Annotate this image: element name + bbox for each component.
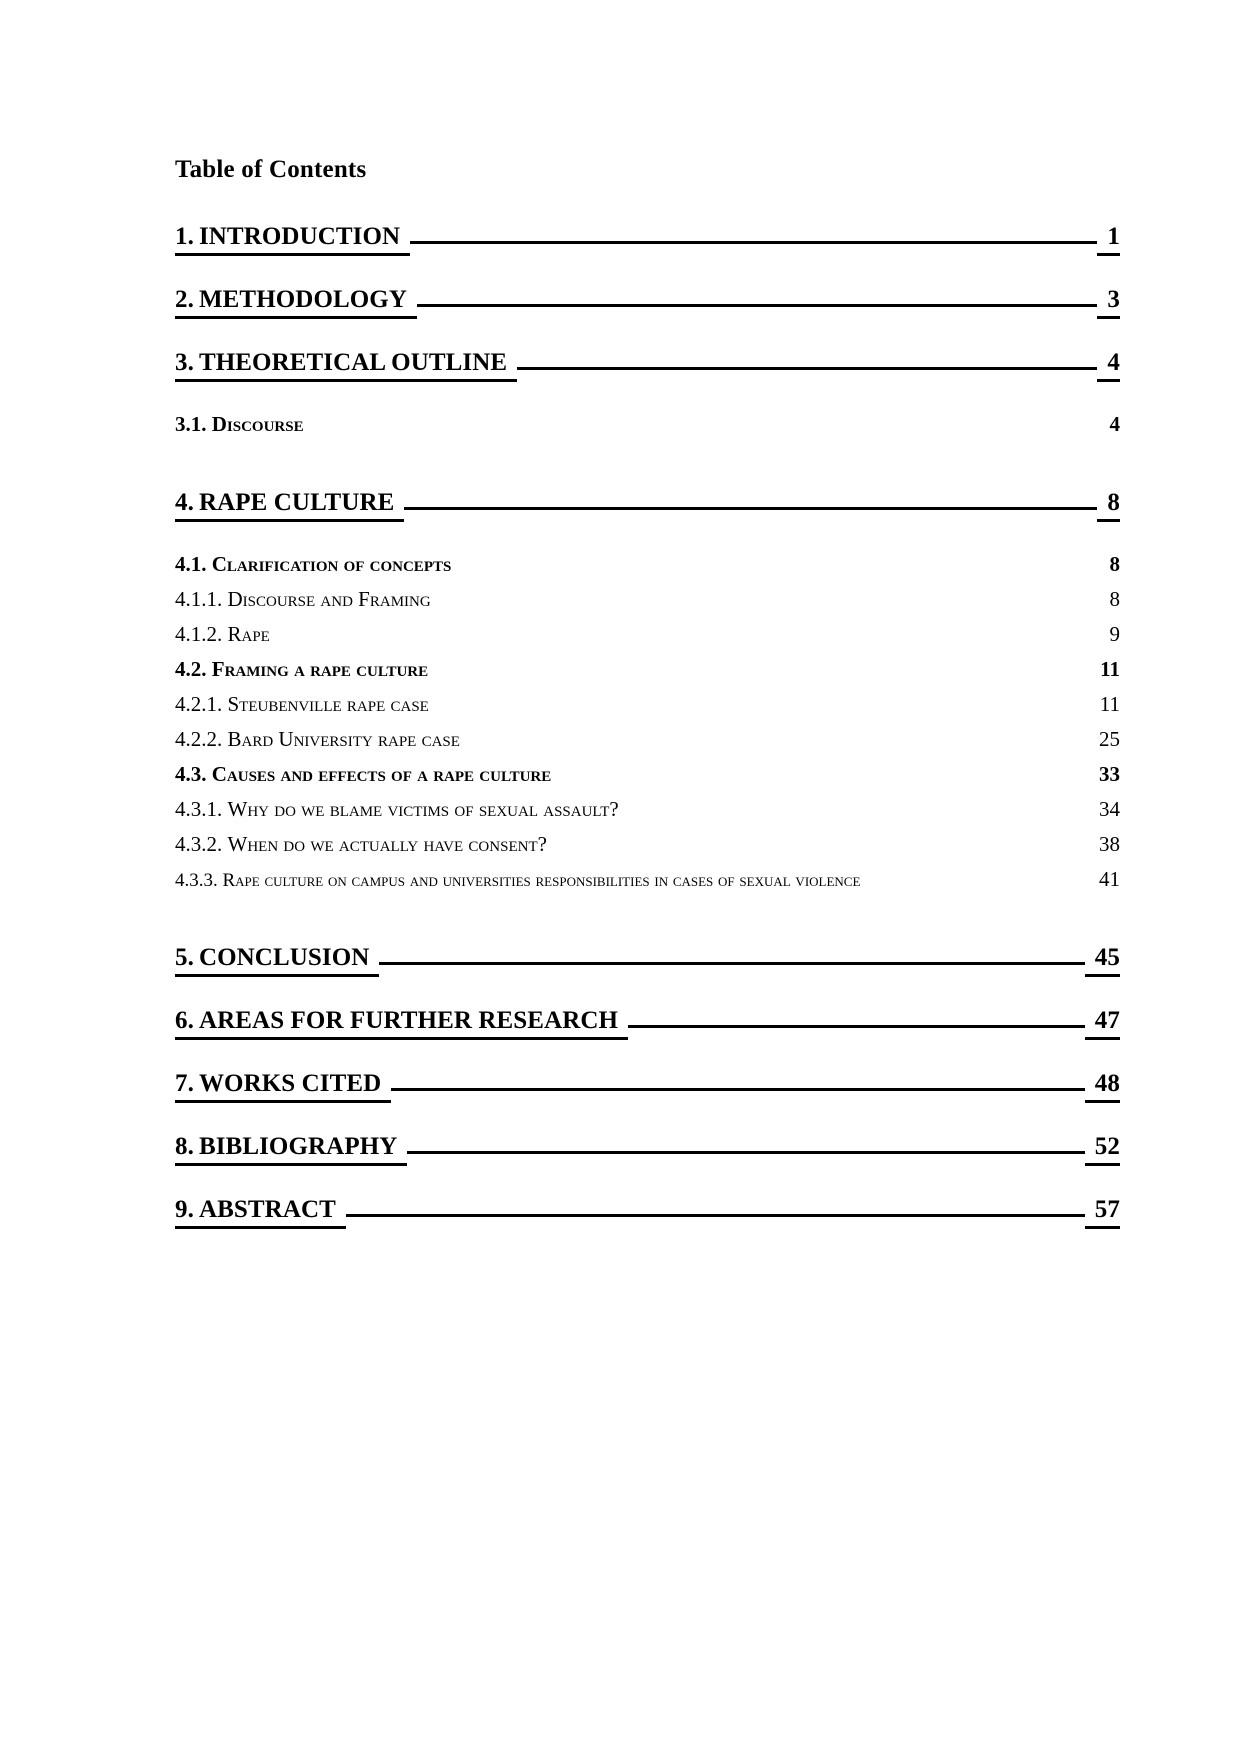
toc-entry-page: 4 (1109, 412, 1120, 436)
toc-entry-page: 41 (1099, 867, 1120, 891)
toc-entry-text: Discourse (211, 412, 304, 436)
toc-entry-text: Bard University rape case (227, 727, 460, 751)
toc-entry-text: Rape (227, 622, 270, 646)
toc-entry-page: 1 (1097, 223, 1120, 256)
toc-entry-text: Rape culture on campus and universities responsibilities in cases of sexual violence (222, 870, 861, 891)
toc-leader (379, 960, 1084, 965)
toc-entry-number: 4.1.1. (175, 587, 223, 611)
toc-entry-page: 9 (1109, 622, 1120, 646)
toc-entry-why-do-we-blame-victims[interactable] (175, 797, 1120, 822)
toc-entry-number: 4.1. (175, 552, 207, 576)
toc-entry-number: 9. (175, 1196, 194, 1223)
toc-entry-causes-and-effects[interactable] (175, 762, 1120, 787)
toc-entry-page: 8 (1109, 552, 1120, 576)
toc-entry-number: 8. (175, 1133, 194, 1160)
toc-entry-number: 3.1. (175, 412, 207, 436)
toc-entry-clarification-of-concepts[interactable] (175, 552, 1120, 577)
toc-entry-page: 48 (1085, 1070, 1120, 1103)
toc-leader (628, 1023, 1085, 1028)
toc-entry-number: 4.3. (175, 762, 207, 786)
toc-entry-page: 3 (1097, 286, 1120, 319)
toc-entry-text: Causes and effects of a rape culture (211, 762, 552, 786)
toc-leader (410, 239, 1097, 244)
toc-entry-text: AREAS FOR FURTHER RESEARCH (198, 1007, 619, 1034)
toc-entry-text: RAPE CULTURE (198, 489, 395, 516)
toc-entry-discourse[interactable] (175, 412, 1120, 437)
toc-entry-page: 45 (1085, 944, 1120, 977)
toc-entry-label (175, 286, 417, 319)
toc-entry-page: 34 (1099, 797, 1120, 821)
toc-entry-page: 57 (1085, 1196, 1120, 1229)
toc-entry-text: WORKS CITED (198, 1070, 382, 1097)
toc-entry-text: BIBLIOGRAPHY (198, 1133, 398, 1160)
toc-entry-page: 33 (1099, 762, 1120, 786)
toc-entry-text: METHODOLOGY (198, 286, 408, 313)
toc-entry-page: 47 (1085, 1007, 1120, 1040)
toc-entry-rape-culture-on-campus[interactable] (175, 867, 1120, 892)
toc-entry-text: INTRODUCTION (198, 223, 401, 250)
toc-entry-conclusion[interactable] (175, 944, 1120, 977)
toc-entry-page: 11 (1100, 657, 1120, 681)
toc-entry-label (175, 727, 460, 752)
page-title: Table of Contents (175, 156, 367, 183)
toc-entry-when-do-we-have-consent[interactable] (175, 832, 1120, 857)
toc-entry-text: Framing a rape culture (211, 657, 429, 681)
toc-entry-text: Discourse and Framing (227, 587, 431, 611)
toc-entry-page: 52 (1085, 1133, 1120, 1166)
toc-entry-number: 5. (175, 944, 194, 971)
toc-entry-label (175, 797, 619, 822)
toc-entry-number: 6. (175, 1007, 194, 1034)
toc-leader (417, 302, 1097, 307)
toc-entry-text: When do we actually have consent? (227, 832, 547, 856)
toc-entry-number: 4.2. (175, 657, 207, 681)
toc-entry-label (175, 587, 431, 612)
toc-entry-text: ABSTRACT (198, 1196, 336, 1223)
toc-entry-text: CONCLUSION (198, 944, 370, 971)
toc-entry-label (175, 1070, 391, 1103)
toc-leader (404, 505, 1097, 510)
toc-entry-methodology[interactable] (175, 286, 1120, 319)
toc-entry-label (175, 1133, 407, 1166)
toc-entry-number: 7. (175, 1070, 194, 1097)
toc-entry-page: 38 (1099, 832, 1120, 856)
toc-entry-bard-university-rape-case[interactable] (175, 727, 1120, 752)
toc-entry-rape[interactable] (175, 622, 1120, 647)
toc-entry-label (175, 489, 404, 522)
toc-leader (346, 1212, 1085, 1217)
toc-entry-number: 1. (175, 223, 194, 250)
toc-entry-page: 11 (1099, 692, 1120, 716)
toc-leader (517, 365, 1097, 370)
toc-entry-framing-a-rape-culture[interactable] (175, 657, 1120, 682)
toc-entry-label (175, 657, 428, 682)
toc-entry-text: Steubenville rape case (227, 692, 429, 716)
toc-entry-label (175, 762, 551, 787)
toc-entry-label (175, 692, 429, 717)
toc-entry-abstract[interactable] (175, 1196, 1120, 1229)
toc-entry-introduction[interactable] (175, 223, 1120, 256)
toc-entry-label (175, 1007, 628, 1040)
toc-entry-text: THEORETICAL OUTLINE (198, 349, 508, 376)
toc-entry-number: 3. (175, 349, 194, 376)
toc-entry-label (175, 832, 547, 857)
toc-entry-page: 25 (1099, 727, 1120, 751)
toc-entry-number: 4.3.1. (175, 797, 223, 821)
toc-entry-number: 4.2.2. (175, 727, 223, 751)
toc-entry-label (175, 349, 517, 382)
toc-entry-label (175, 622, 270, 647)
toc-entry-label (175, 223, 410, 256)
toc-entry-discourse-and-framing[interactable] (175, 587, 1120, 612)
toc-leader (407, 1149, 1084, 1154)
toc-entry-works-cited[interactable] (175, 1070, 1120, 1103)
toc-entry-label (175, 944, 379, 977)
toc-entry-rape-culture[interactable] (175, 489, 1120, 522)
toc-entry-label (175, 1196, 346, 1229)
toc-entry-areas-for-further-research[interactable] (175, 1007, 1120, 1040)
toc-entry-number: 4.3.3. (175, 870, 218, 891)
toc-entry-number: 4.1.2. (175, 622, 223, 646)
toc-entry-bibliography[interactable] (175, 1133, 1120, 1166)
toc-entry-page: 8 (1097, 489, 1120, 522)
table-of-contents-list (175, 223, 1120, 1229)
toc-entry-text: Clarification of concepts (211, 552, 452, 576)
toc-entry-page: 4 (1097, 349, 1120, 382)
toc-entry-steubenville-rape-case[interactable] (175, 692, 1120, 717)
toc-entry-label (175, 870, 860, 892)
toc-entry-number: 4.2.1. (175, 692, 223, 716)
toc-entry-label (175, 552, 451, 577)
toc-entry-number: 4.3.2. (175, 832, 223, 856)
toc-entry-theoretical-outline[interactable] (175, 349, 1120, 382)
toc-entry-label (175, 412, 304, 437)
toc-entry-text: Why do we blame victims of sexual assault? (227, 797, 619, 821)
toc-entry-number: 2. (175, 286, 194, 313)
toc-leader (391, 1086, 1084, 1091)
toc-entry-number: 4. (175, 489, 194, 516)
toc-entry-page: 8 (1109, 587, 1120, 611)
